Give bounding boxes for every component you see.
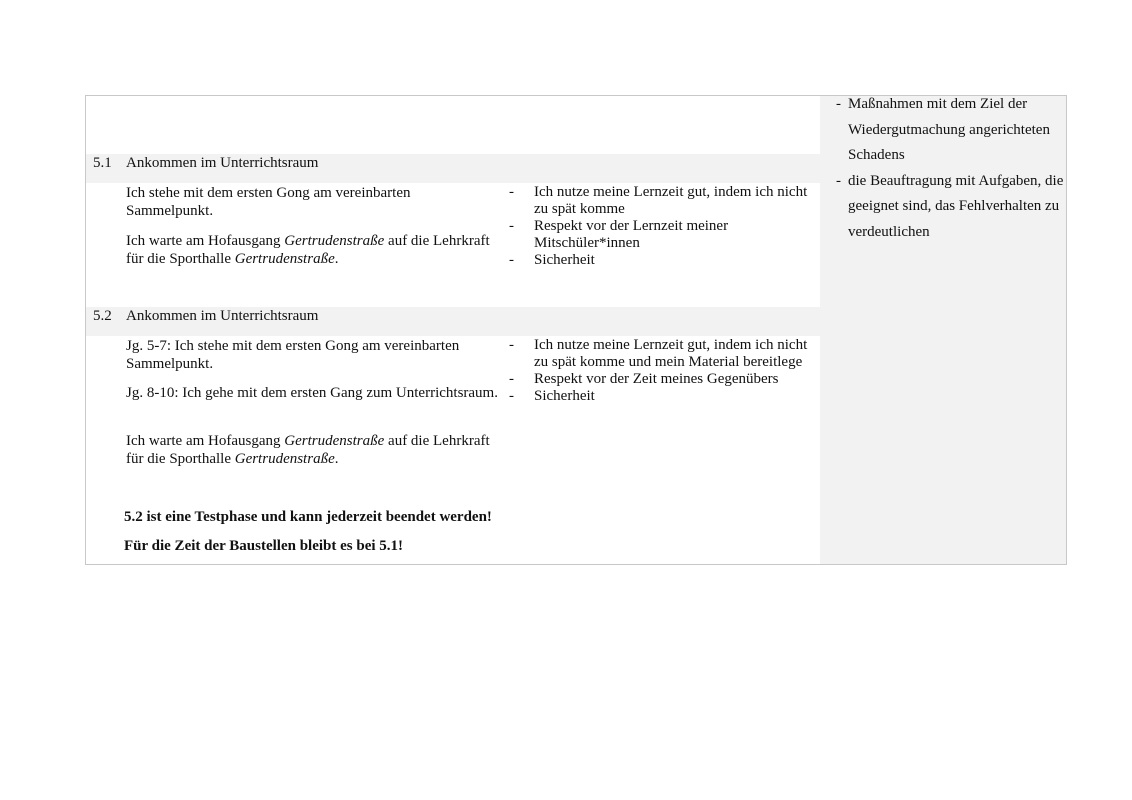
reason-item: - Sicherheit: [509, 252, 809, 269]
paragraph-grades-5-7: Jg. 5-7: Ich stehe mit dem ersten Gong am vereinbarten Sammelpunkt.: [126, 338, 460, 372]
paragraph-grades-8-10: Jg. 8-10: Ich gehe mit dem ersten Gang zum Unterrichtsraum.: [126, 385, 498, 401]
reason-item: - Respekt vor der Lernzeit meiner Mitschüler*innen: [509, 218, 809, 252]
section-number-5-2: 5.2: [93, 308, 112, 324]
reasons-list-5-1: [509, 184, 809, 269]
reason-item: - Sicherheit: [509, 388, 809, 405]
measures-list: [836, 92, 1064, 245]
paragraph-assembly: Ich stehe mit dem ersten Gong am vereinbarten Sammelpunkt.: [126, 185, 411, 219]
section-title-5-2: Ankommen im Unterrichtsraum: [126, 308, 319, 324]
paragraph-wait-at-exit: Ich warte am Hofausgang Gertrudenstraße auf die Lehrkraft für die Sporthalle Gertrudenstraße.: [126, 233, 490, 267]
construction-note: Für die Zeit der Baustellen bleibt es bei 5.1!: [124, 538, 404, 554]
reasons-list-5-2: [509, 337, 809, 405]
section-title-5-1: Ankommen im Unterrichtsraum: [126, 155, 319, 171]
reason-item: - Ich nutze meine Lernzeit gut, indem ich nicht zu spät komme: [509, 184, 809, 218]
reason-item: - Ich nutze meine Lernzeit gut, indem ich nicht zu spät komme und mein Material bereitlege: [509, 337, 809, 371]
paragraph-wait-at-exit: Ich warte am Hofausgang Gertrudenstraße auf die Lehrkraft für die Sporthalle Gertrudenstraße.: [126, 433, 490, 467]
test-phase-note: 5.2 ist eine Testphase und kann jederzeit beendet werden!: [124, 509, 492, 525]
measure-item: - Maßnahmen mit dem Ziel der Wiedergutmachung angerichteten Schadens: [836, 92, 1064, 169]
measure-item: - die Beauftragung mit Aufgaben, die geeignet sind, das Fehlverhalten zu verdeutlichen: [836, 169, 1064, 246]
reason-item: - Respekt vor der Zeit meines Gegenübers: [509, 371, 809, 388]
section-number-5-1: 5.1: [93, 155, 112, 171]
